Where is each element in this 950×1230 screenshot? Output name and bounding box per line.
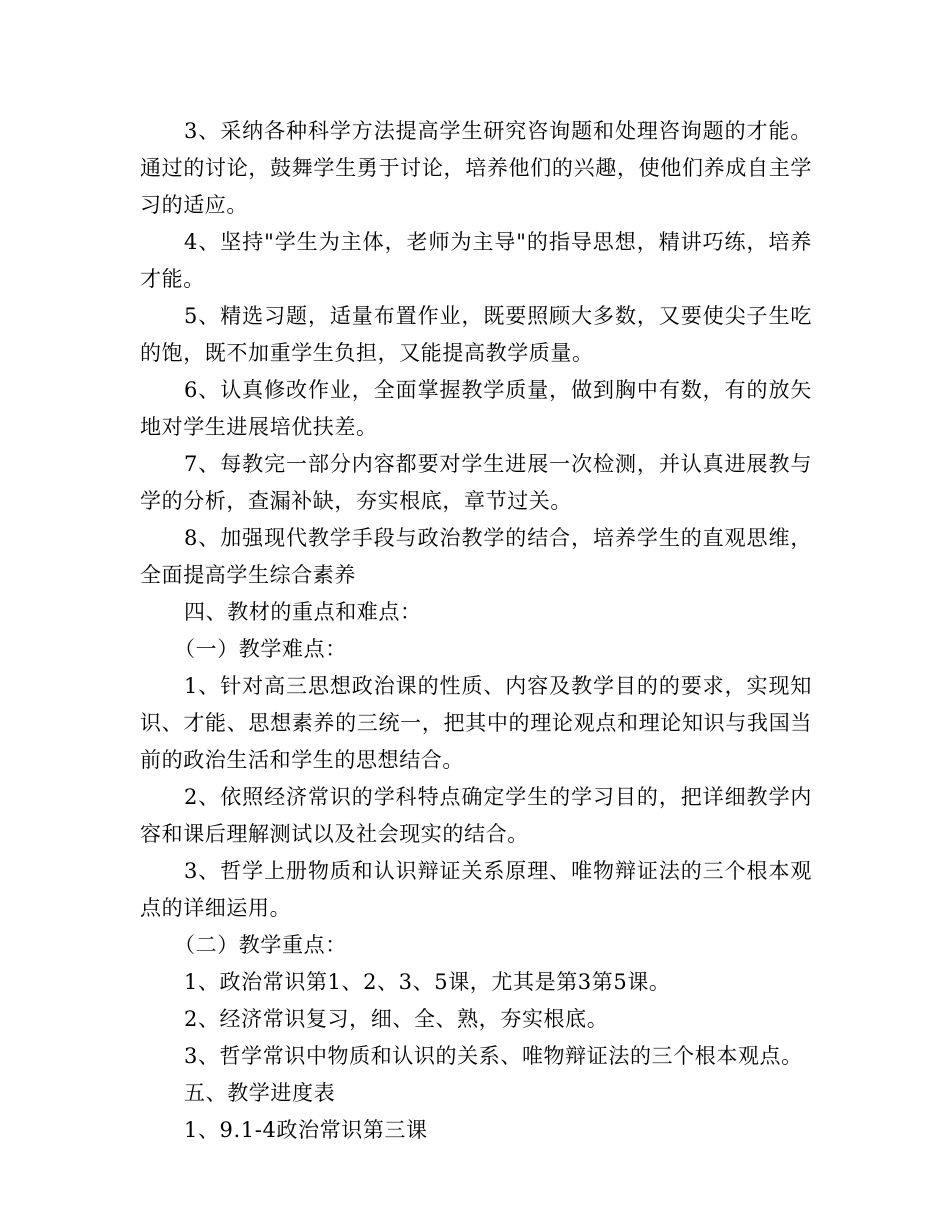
paragraph-difficulty-3: 3、哲学上册物质和认识辩证关系原理、唯物辩证法的三个根本观点的详细运用。 (140, 859, 812, 920)
paragraph-key-point-1: 1、政治常识第1、2、3、5课，尤其是第3第5课。 (184, 970, 671, 994)
subheading-key-points: （二）教学重点： (174, 933, 347, 957)
paragraph-method-7: 7、每教完一部分内容都要对学生进展一次检测，并认真进展教与学的分析，查漏补缺，夯实根底，章节过关。 (140, 452, 812, 513)
document-body (140, 113, 812, 1149)
section-heading-5: 五、教学进度表 (184, 1081, 336, 1105)
section-heading-4: 四、教材的重点和难点： (184, 600, 422, 624)
schedule-item-1: 1、9.1-4政治常识第三课 (184, 1118, 428, 1142)
subheading-difficulties: （一）教学难点： (174, 637, 347, 661)
paragraph-method-4: 4、坚持"学生为主体，老师为主导"的指导思想，精讲巧练，培养才能。 (140, 230, 812, 291)
paragraph-difficulty-1: 1、针对高三思想政治课的性质、内容及教学目的的要求，实现知识、才能、思想素养的三统一，把其中的理论观点和理论知识与我国当前的政治生活和学生的思想结合。 (140, 674, 812, 772)
paragraph-difficulty-2: 2、依照经济常识的学科特点确定学生的学习目的，把详细教学内容和课后理解测试以及社会现实的结合。 (140, 785, 812, 846)
paragraph-method-8: 8、加强现代教学手段与政治教学的结合，培养学生的直观思维，全面提高学生综合素养 (140, 526, 812, 587)
paragraph-key-point-2: 2、经济常识复习，细、全、熟，夯实根底。 (184, 1007, 609, 1031)
paragraph-method-6: 6、认真修改作业，全面掌握教学质量，做到胸中有数，有的放矢地对学生进展培优扶差。 (140, 378, 812, 439)
paragraph-method-3: 3、采纳各种科学方法提高学生研究咨询题和处理咨询题的才能。通过的讨论，鼓舞学生勇于讨论，培养他们的兴趣，使他们养成自主学习的适应。 (140, 119, 812, 217)
paragraph-method-5: 5、精选习题，适量布置作业，既要照顾大多数，又要使尖子生吃的饱，既不加重学生负担，又能提高教学质量。 (140, 304, 812, 365)
paragraph-key-point-3: 3、哲学常识中物质和认识的关系、唯物辩证法的三个根本观点。 (184, 1044, 803, 1068)
